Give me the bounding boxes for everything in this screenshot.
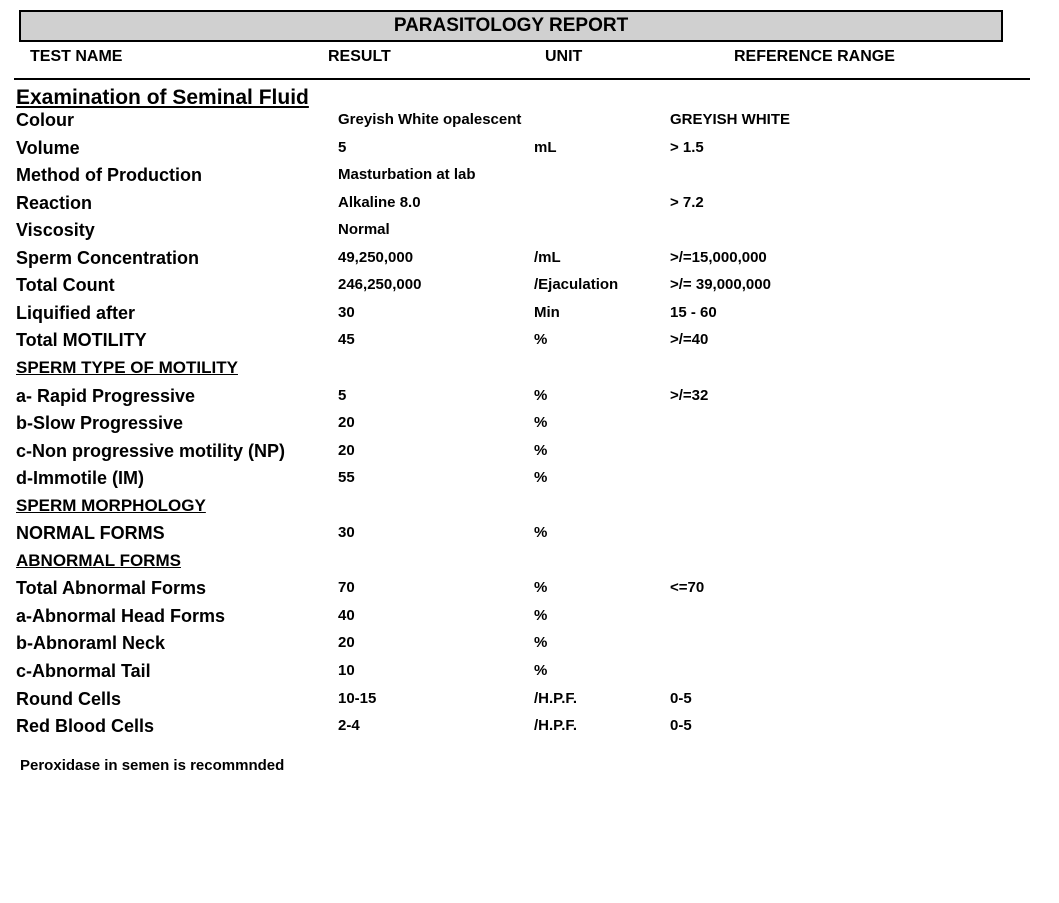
table-row [0,247,1059,269]
reference-range-cell: >/=32 [670,387,709,404]
test-name-cell: SPERM MORPHOLOGY [16,496,206,515]
footnote: Peroxidase in semen is recommnded [20,757,285,774]
table-row [0,302,1059,324]
result-cell: Greyish White opalescent [338,111,522,128]
result-cell: 55 [338,469,355,486]
test-name-cell: Colour [16,110,74,130]
result-cell: 20 [338,442,355,459]
table-row [0,329,1059,351]
test-name-cell: Method of Production [16,165,202,185]
table-row [0,688,1059,710]
test-name-cell: NORMAL FORMS [16,523,165,543]
table-row [0,109,1059,131]
test-name-cell: Viscosity [16,220,95,240]
table-row [0,385,1059,407]
table-row [0,660,1059,682]
result-cell: 10 [338,662,355,679]
result-cell: 45 [338,331,355,348]
result-cell: 30 [338,304,355,321]
unit-cell: /H.P.F. [534,690,578,707]
test-name-cell: c-Non progressive motility (NP) [16,441,286,461]
table-row [0,522,1059,544]
unit-cell: /Ejaculation [534,276,619,293]
unit-cell: % [534,442,548,459]
table-row [0,412,1059,434]
test-name-cell: Total Count [16,275,115,295]
unit-cell: % [534,524,548,541]
unit-cell: % [534,662,548,679]
header-divider [14,78,1030,80]
test-name-cell: Sperm Concentration [16,248,200,268]
table-row [0,137,1059,159]
column-header-test-name: TEST NAME [30,48,123,65]
reference-range-cell: >/=40 [670,331,709,348]
reference-range-cell: > 7.2 [670,194,704,211]
reference-range-cell: GREYISH WHITE [670,111,791,128]
test-name-cell: Liquified after [16,303,136,323]
test-name-cell: Round Cells [16,689,122,709]
report-title: PARASITOLOGY REPORT [19,10,1003,42]
result-cell: 246,250,000 [338,276,422,293]
result-cell: 20 [338,634,355,651]
reference-range-cell: > 1.5 [670,139,704,156]
table-row [0,715,1059,737]
reference-range-cell: 15 - 60 [670,304,717,321]
unit-cell: /mL [534,249,561,266]
column-header-reference-range: REFERENCE RANGE [734,48,895,65]
test-name-cell: Red Blood Cells [16,716,155,736]
table-row [0,467,1059,489]
result-cell: 70 [338,579,355,596]
test-name-cell: d-Immotile (IM) [16,468,144,488]
result-cell: Alkaline 8.0 [338,194,421,211]
test-name-cell: SPERM TYPE OF MOTILITY [16,358,238,377]
result-cell: 5 [338,139,347,156]
test-name-cell: a- Rapid Progressive [16,386,196,406]
reference-range-cell: 0-5 [670,717,692,734]
reference-range-cell: >/=15,000,000 [670,249,767,266]
subsection-heading [0,550,1059,572]
table-row [0,219,1059,241]
table-row [0,274,1059,296]
unit-cell: /H.P.F. [534,717,578,734]
result-cell: Normal [338,221,390,238]
unit-cell: Min [534,304,560,321]
reference-range-cell: <=70 [670,579,705,596]
test-name-cell: ABNORMAL FORMS [16,551,181,570]
result-cell: Masturbation at lab [338,166,476,183]
column-header-unit: UNIT [545,48,583,65]
result-cell: 40 [338,607,355,624]
unit-cell: % [534,414,548,431]
result-cell: 2-4 [338,717,360,734]
table-row [0,605,1059,627]
result-cell: 20 [338,414,355,431]
unit-cell: % [534,387,548,404]
test-name-cell: Reaction [16,193,93,213]
table-row [0,577,1059,599]
test-name-cell: Total Abnormal Forms [16,578,207,598]
unit-cell: % [534,469,548,486]
reference-range-cell: 0-5 [670,690,692,707]
result-cell: 5 [338,387,347,404]
test-name-cell: a-Abnormal Head Forms [16,606,226,626]
unit-cell: % [534,634,548,651]
test-name-cell: Volume [16,138,80,158]
unit-cell: % [534,331,548,348]
unit-cell: % [534,607,548,624]
subsection-heading [0,357,1059,379]
result-cell: 49,250,000 [338,249,414,266]
result-cell: 30 [338,524,355,541]
reference-range-cell: >/= 39,000,000 [670,276,771,293]
column-header-result: RESULT [328,48,391,65]
table-row [0,632,1059,654]
test-name-cell: b-Abnoraml Neck [16,633,166,653]
section-title: Examination of Seminal Fluid [16,86,309,109]
table-row [0,192,1059,214]
result-cell: 10-15 [338,690,377,707]
table-row [0,164,1059,186]
test-name-cell: Total MOTILITY [16,330,147,350]
test-name-cell: c-Abnormal Tail [16,661,151,681]
subsection-heading [0,495,1059,517]
unit-cell: mL [534,139,557,156]
table-row [0,440,1059,462]
test-name-cell: b-Slow Progressive [16,413,184,433]
unit-cell: % [534,579,548,596]
